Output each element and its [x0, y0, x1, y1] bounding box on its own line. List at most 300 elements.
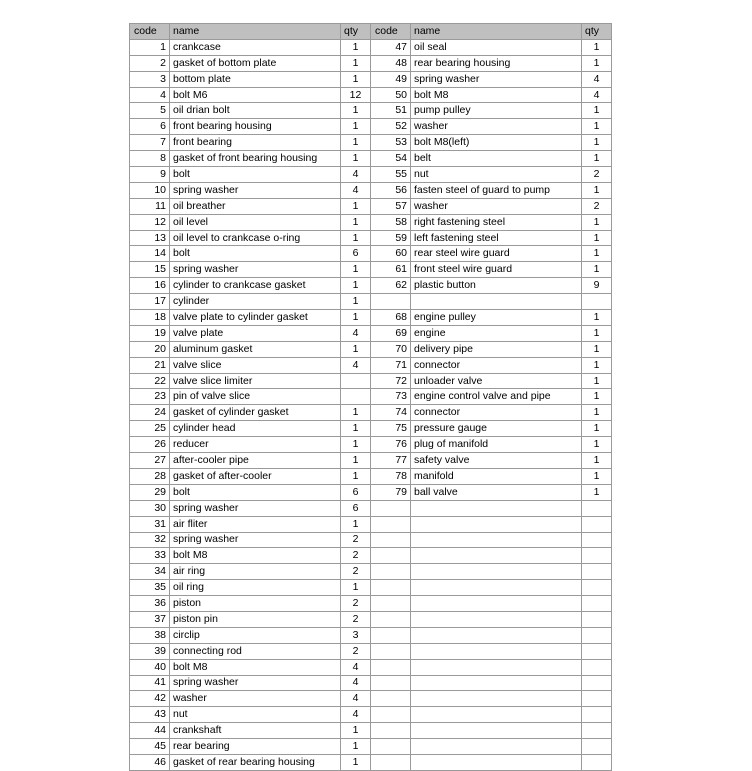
cell-code-right: 77: [371, 453, 411, 469]
parts-table: [129, 23, 612, 771]
cell-qty-right: [582, 691, 612, 707]
column-header-code-right: code: [371, 24, 411, 40]
cell-name-left: oil ring: [170, 580, 341, 596]
cell-code-right: 53: [371, 135, 411, 151]
cell-code-left: 3: [130, 71, 170, 87]
table-row: [130, 675, 612, 691]
cell-name-left: oil breather: [170, 198, 341, 214]
cell-code-right: 55: [371, 167, 411, 183]
cell-code-left: 22: [130, 373, 170, 389]
cell-qty-right: 1: [582, 453, 612, 469]
cell-name-left: pin of valve slice: [170, 389, 341, 405]
cell-code-right: 50: [371, 87, 411, 103]
table-row: [130, 39, 612, 55]
cell-name-left: valve plate to cylinder gasket: [170, 310, 341, 326]
column-header-name-right: name: [411, 24, 582, 40]
cell-code-right: [371, 754, 411, 770]
cell-qty-right: 2: [582, 167, 612, 183]
cell-code-right: 70: [371, 341, 411, 357]
cell-qty-left: 2: [341, 596, 371, 612]
cell-code-left: 27: [130, 453, 170, 469]
cell-name-right: bolt M8(left): [411, 135, 582, 151]
table-header-row: [130, 24, 612, 40]
table-row: [130, 103, 612, 119]
cell-name-right: engine pulley: [411, 310, 582, 326]
cell-code-right: 54: [371, 151, 411, 167]
table-row: [130, 55, 612, 71]
cell-name-left: bolt: [170, 246, 341, 262]
table-row: [130, 262, 612, 278]
cell-name-left: bottom plate: [170, 71, 341, 87]
cell-qty-left: 6: [341, 484, 371, 500]
cell-code-right: 74: [371, 405, 411, 421]
cell-code-left: 45: [130, 739, 170, 755]
cell-name-right: [411, 516, 582, 532]
table-row: [130, 71, 612, 87]
table-row: [130, 230, 612, 246]
cell-qty-right: 9: [582, 278, 612, 294]
table-row: [130, 468, 612, 484]
cell-code-left: 44: [130, 723, 170, 739]
cell-qty-left: 4: [341, 659, 371, 675]
cell-name-right: unloader valve: [411, 373, 582, 389]
cell-name-left: bolt M8: [170, 548, 341, 564]
cell-name-left: piston: [170, 596, 341, 612]
cell-name-right: engine: [411, 325, 582, 341]
cell-qty-right: 4: [582, 71, 612, 87]
cell-name-right: right fastening steel: [411, 214, 582, 230]
cell-name-right: rear bearing housing: [411, 55, 582, 71]
table-row: [130, 500, 612, 516]
cell-name-right: belt: [411, 151, 582, 167]
cell-qty-left: 4: [341, 182, 371, 198]
cell-code-left: 43: [130, 707, 170, 723]
cell-name-right: connector: [411, 405, 582, 421]
cell-qty-left: 4: [341, 675, 371, 691]
cell-qty-left: 1: [341, 516, 371, 532]
cell-code-left: 15: [130, 262, 170, 278]
table-row: [130, 198, 612, 214]
cell-code-right: [371, 564, 411, 580]
table-row: [130, 421, 612, 437]
cell-qty-right: 1: [582, 39, 612, 55]
cell-qty-left: 4: [341, 691, 371, 707]
cell-name-right: [411, 739, 582, 755]
cell-qty-left: 1: [341, 405, 371, 421]
cell-qty-left: 1: [341, 468, 371, 484]
cell-code-left: 38: [130, 627, 170, 643]
cell-name-left: crankcase: [170, 39, 341, 55]
cell-name-left: nut: [170, 707, 341, 723]
table-row: [130, 548, 612, 564]
cell-qty-right: [582, 611, 612, 627]
cell-code-left: 46: [130, 754, 170, 770]
parts-list-sheet: [129, 23, 611, 771]
cell-name-left: front bearing: [170, 135, 341, 151]
cell-qty-left: 1: [341, 55, 371, 71]
cell-qty-right: [582, 723, 612, 739]
cell-code-left: 11: [130, 198, 170, 214]
cell-code-right: 72: [371, 373, 411, 389]
cell-name-right: plastic button: [411, 278, 582, 294]
table-row: [130, 214, 612, 230]
cell-name-right: [411, 723, 582, 739]
cell-name-left: front bearing housing: [170, 119, 341, 135]
cell-name-left: bolt: [170, 167, 341, 183]
cell-code-left: 16: [130, 278, 170, 294]
table-row: [130, 754, 612, 770]
cell-name-right: plug of manifold: [411, 437, 582, 453]
cell-qty-right: 1: [582, 357, 612, 373]
cell-name-right: washer: [411, 119, 582, 135]
cell-name-left: aluminum gasket: [170, 341, 341, 357]
cell-code-left: 33: [130, 548, 170, 564]
cell-name-left: rear bearing: [170, 739, 341, 755]
table-row: [130, 278, 612, 294]
cell-code-left: 18: [130, 310, 170, 326]
cell-name-right: [411, 532, 582, 548]
cell-name-right: [411, 643, 582, 659]
cell-code-left: 37: [130, 611, 170, 627]
table-row: [130, 580, 612, 596]
cell-name-left: gasket of bottom plate: [170, 55, 341, 71]
cell-name-right: oil seal: [411, 39, 582, 55]
cell-name-left: spring washer: [170, 675, 341, 691]
cell-name-left: gasket of front bearing housing: [170, 151, 341, 167]
cell-qty-right: 1: [582, 468, 612, 484]
cell-name-right: front steel wire guard: [411, 262, 582, 278]
cell-code-left: 40: [130, 659, 170, 675]
cell-name-left: bolt M8: [170, 659, 341, 675]
cell-code-right: 76: [371, 437, 411, 453]
cell-name-right: [411, 691, 582, 707]
cell-code-left: 6: [130, 119, 170, 135]
cell-qty-left: 1: [341, 421, 371, 437]
cell-qty-left: 1: [341, 294, 371, 310]
cell-name-left: valve slice limiter: [170, 373, 341, 389]
cell-name-right: safety valve: [411, 453, 582, 469]
cell-qty-right: [582, 564, 612, 580]
table-row: [130, 167, 612, 183]
cell-name-right: bolt M8: [411, 87, 582, 103]
cell-name-left: oil drian bolt: [170, 103, 341, 119]
cell-qty-right: 1: [582, 484, 612, 500]
cell-name-right: delivery pipe: [411, 341, 582, 357]
cell-code-left: 35: [130, 580, 170, 596]
cell-qty-left: 1: [341, 453, 371, 469]
cell-code-left: 10: [130, 182, 170, 198]
table-row: [130, 643, 612, 659]
column-header-code-left: code: [130, 24, 170, 40]
table-row: [130, 627, 612, 643]
cell-name-right: washer: [411, 198, 582, 214]
table-row: [130, 484, 612, 500]
cell-name-left: bolt: [170, 484, 341, 500]
cell-name-right: [411, 675, 582, 691]
cell-qty-left: 1: [341, 310, 371, 326]
cell-code-left: 36: [130, 596, 170, 612]
cell-name-left: spring washer: [170, 500, 341, 516]
cell-name-right: fasten steel of guard to pump: [411, 182, 582, 198]
cell-qty-right: [582, 500, 612, 516]
cell-name-right: pressure gauge: [411, 421, 582, 437]
cell-qty-right: [582, 516, 612, 532]
cell-qty-left: 3: [341, 627, 371, 643]
cell-qty-right: 1: [582, 214, 612, 230]
cell-name-right: [411, 707, 582, 723]
cell-name-left: cylinder: [170, 294, 341, 310]
cell-code-right: 75: [371, 421, 411, 437]
cell-name-left: valve slice: [170, 357, 341, 373]
cell-name-left: after-cooler pipe: [170, 453, 341, 469]
cell-code-left: 24: [130, 405, 170, 421]
cell-code-right: 52: [371, 119, 411, 135]
table-row: [130, 151, 612, 167]
cell-code-right: 62: [371, 278, 411, 294]
cell-name-right: [411, 564, 582, 580]
cell-code-right: 71: [371, 357, 411, 373]
cell-name-left: spring washer: [170, 182, 341, 198]
cell-name-right: [411, 659, 582, 675]
cell-code-right: [371, 500, 411, 516]
cell-name-left: cylinder head: [170, 421, 341, 437]
cell-qty-right: 1: [582, 135, 612, 151]
cell-qty-left: 4: [341, 325, 371, 341]
cell-name-right: engine control valve and pipe: [411, 389, 582, 405]
cell-code-left: 42: [130, 691, 170, 707]
cell-qty-left: 1: [341, 119, 371, 135]
cell-qty-right: 1: [582, 310, 612, 326]
cell-code-left: 5: [130, 103, 170, 119]
cell-code-left: 32: [130, 532, 170, 548]
cell-code-left: 30: [130, 500, 170, 516]
cell-qty-left: 4: [341, 167, 371, 183]
column-header-qty-right: qty: [582, 24, 612, 40]
cell-name-right: pump pulley: [411, 103, 582, 119]
table-row: [130, 707, 612, 723]
cell-qty-left: 1: [341, 262, 371, 278]
cell-qty-left: 12: [341, 87, 371, 103]
cell-qty-left: 2: [341, 564, 371, 580]
cell-code-right: 73: [371, 389, 411, 405]
cell-qty-left: 6: [341, 500, 371, 516]
cell-qty-right: [582, 580, 612, 596]
cell-code-right: 79: [371, 484, 411, 500]
cell-code-right: 78: [371, 468, 411, 484]
cell-qty-left: 4: [341, 357, 371, 373]
cell-code-right: 49: [371, 71, 411, 87]
cell-code-left: 21: [130, 357, 170, 373]
cell-qty-left: 1: [341, 580, 371, 596]
cell-name-right: ball valve: [411, 484, 582, 500]
cell-name-right: spring washer: [411, 71, 582, 87]
cell-qty-right: [582, 294, 612, 310]
cell-code-right: 61: [371, 262, 411, 278]
cell-code-right: [371, 516, 411, 532]
table-row: [130, 532, 612, 548]
cell-name-right: rear steel wire guard: [411, 246, 582, 262]
cell-qty-right: 1: [582, 119, 612, 135]
cell-qty-right: [582, 707, 612, 723]
cell-qty-left: 2: [341, 532, 371, 548]
cell-name-right: [411, 294, 582, 310]
cell-name-left: washer: [170, 691, 341, 707]
cell-name-left: reducer: [170, 437, 341, 453]
table-row: [130, 182, 612, 198]
cell-code-right: 47: [371, 39, 411, 55]
cell-code-right: 56: [371, 182, 411, 198]
table-row: [130, 739, 612, 755]
table-row: [130, 325, 612, 341]
table-row: [130, 373, 612, 389]
cell-name-left: gasket of cylinder gasket: [170, 405, 341, 421]
table-row: [130, 119, 612, 135]
cell-name-left: air ring: [170, 564, 341, 580]
cell-code-right: [371, 627, 411, 643]
table-row: [130, 389, 612, 405]
cell-qty-right: 1: [582, 389, 612, 405]
table-row: [130, 564, 612, 580]
cell-qty-left: 1: [341, 39, 371, 55]
cell-qty-left: 1: [341, 739, 371, 755]
cell-qty-right: 2: [582, 198, 612, 214]
cell-qty-left: 1: [341, 198, 371, 214]
cell-qty-right: [582, 532, 612, 548]
cell-name-left: gasket of rear bearing housing: [170, 754, 341, 770]
table-row: [130, 310, 612, 326]
cell-qty-right: 4: [582, 87, 612, 103]
table-row: [130, 135, 612, 151]
cell-code-right: [371, 580, 411, 596]
cell-code-right: [371, 707, 411, 723]
cell-code-right: [371, 675, 411, 691]
cell-code-right: 58: [371, 214, 411, 230]
cell-qty-right: 1: [582, 262, 612, 278]
cell-qty-right: 1: [582, 246, 612, 262]
cell-qty-right: [582, 675, 612, 691]
table-row: [130, 405, 612, 421]
cell-qty-right: 1: [582, 437, 612, 453]
cell-code-right: [371, 611, 411, 627]
cell-code-left: 34: [130, 564, 170, 580]
cell-name-right: connector: [411, 357, 582, 373]
cell-qty-left: 2: [341, 548, 371, 564]
column-header-qty-left: qty: [341, 24, 371, 40]
cell-qty-left: 2: [341, 611, 371, 627]
cell-qty-right: 1: [582, 325, 612, 341]
column-header-name-left: name: [170, 24, 341, 40]
cell-qty-left: 1: [341, 214, 371, 230]
table-row: [130, 294, 612, 310]
cell-code-left: 1: [130, 39, 170, 55]
cell-code-left: 41: [130, 675, 170, 691]
table-row: [130, 246, 612, 262]
cell-name-left: circlip: [170, 627, 341, 643]
cell-code-right: 57: [371, 198, 411, 214]
cell-code-right: [371, 294, 411, 310]
cell-name-left: bolt M6: [170, 87, 341, 103]
cell-code-left: 28: [130, 468, 170, 484]
table-row: [130, 453, 612, 469]
table-header: [130, 24, 612, 40]
cell-qty-right: [582, 548, 612, 564]
cell-code-left: 17: [130, 294, 170, 310]
cell-code-left: 9: [130, 167, 170, 183]
cell-name-left: oil level to crankcase o-ring: [170, 230, 341, 246]
cell-code-left: 12: [130, 214, 170, 230]
cell-code-left: 26: [130, 437, 170, 453]
table-row: [130, 691, 612, 707]
cell-qty-left: 1: [341, 341, 371, 357]
cell-qty-right: 1: [582, 151, 612, 167]
cell-qty-right: 1: [582, 373, 612, 389]
cell-qty-right: 1: [582, 182, 612, 198]
cell-name-right: [411, 580, 582, 596]
cell-qty-left: [341, 389, 371, 405]
cell-name-right: nut: [411, 167, 582, 183]
cell-code-left: 2: [130, 55, 170, 71]
table-row: [130, 357, 612, 373]
cell-code-right: [371, 723, 411, 739]
cell-code-left: 23: [130, 389, 170, 405]
cell-code-left: 8: [130, 151, 170, 167]
cell-qty-right: [582, 754, 612, 770]
cell-qty-left: [341, 373, 371, 389]
cell-name-right: left fastening steel: [411, 230, 582, 246]
cell-name-left: valve plate: [170, 325, 341, 341]
table-row: [130, 87, 612, 103]
cell-code-right: 68: [371, 310, 411, 326]
cell-code-left: 20: [130, 341, 170, 357]
cell-code-right: 51: [371, 103, 411, 119]
cell-qty-left: 1: [341, 754, 371, 770]
cell-name-left: crankshaft: [170, 723, 341, 739]
cell-code-left: 25: [130, 421, 170, 437]
cell-name-left: air fliter: [170, 516, 341, 532]
cell-code-right: [371, 659, 411, 675]
cell-name-left: oil level: [170, 214, 341, 230]
cell-name-right: [411, 611, 582, 627]
cell-name-right: [411, 627, 582, 643]
cell-qty-right: [582, 643, 612, 659]
cell-qty-left: 4: [341, 707, 371, 723]
cell-code-right: 69: [371, 325, 411, 341]
cell-qty-left: 1: [341, 135, 371, 151]
cell-code-left: 39: [130, 643, 170, 659]
cell-code-right: 48: [371, 55, 411, 71]
table-row: [130, 659, 612, 675]
table-row: [130, 341, 612, 357]
cell-qty-right: 1: [582, 55, 612, 71]
table-row: [130, 437, 612, 453]
cell-qty-right: 1: [582, 405, 612, 421]
table-row: [130, 596, 612, 612]
cell-qty-right: [582, 596, 612, 612]
cell-name-left: spring washer: [170, 532, 341, 548]
table-row: [130, 516, 612, 532]
cell-code-right: [371, 643, 411, 659]
cell-qty-left: 1: [341, 71, 371, 87]
cell-code-left: 31: [130, 516, 170, 532]
cell-name-left: piston pin: [170, 611, 341, 627]
cell-qty-left: 1: [341, 230, 371, 246]
cell-name-right: manifold: [411, 468, 582, 484]
cell-name-left: gasket of after-cooler: [170, 468, 341, 484]
cell-name-right: [411, 754, 582, 770]
cell-qty-right: 1: [582, 341, 612, 357]
cell-code-left: 4: [130, 87, 170, 103]
cell-code-right: 60: [371, 246, 411, 262]
